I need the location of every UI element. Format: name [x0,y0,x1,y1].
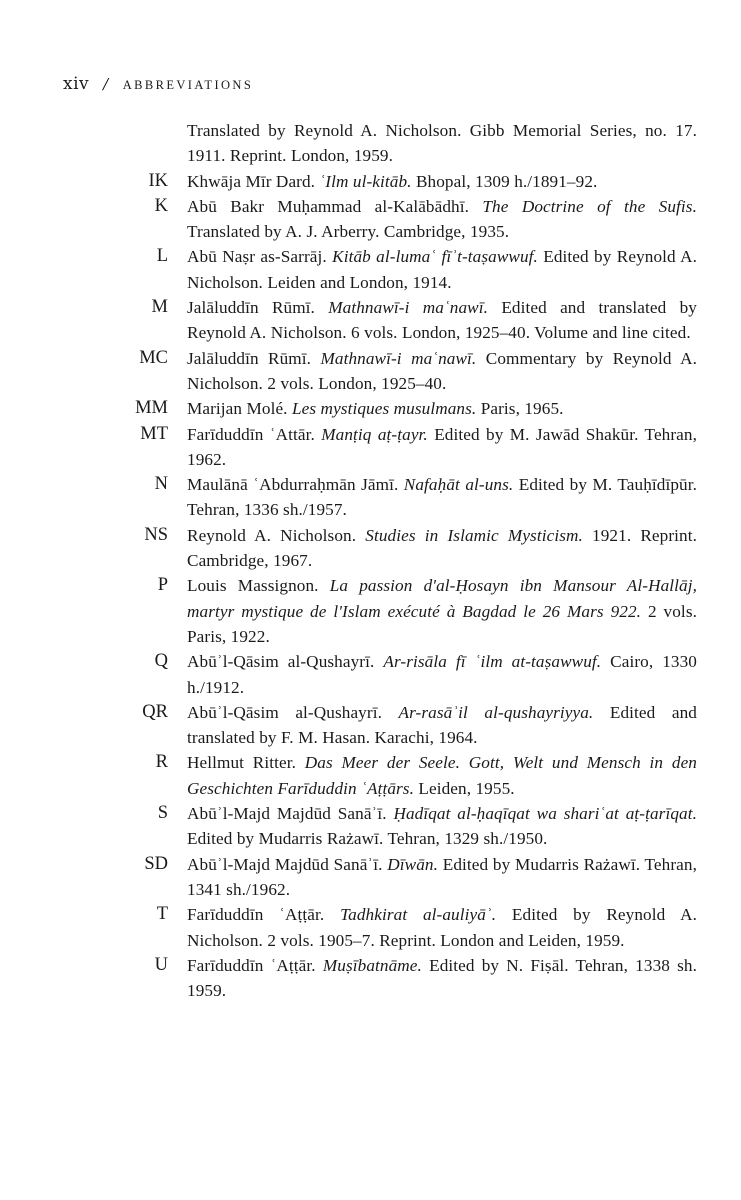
abbreviation-key: Q [154,651,168,672]
work-title: Ḥadīqat al-ḥaqīqat wa shariʿat aṭ-ṭarīqat. [393,804,697,824]
abbreviation-entry [0,750,741,801]
abbreviation-entry [0,523,741,574]
abbreviation-description [187,118,697,169]
abbreviation-description [187,750,697,801]
abbreviation-entry [0,169,741,194]
abbreviation-key: SD [144,853,168,874]
citation-text: Translated by A. J. Arberry. Cambridge, 1935. [187,222,510,242]
work-title: The Doctrine of the Sufis. [482,196,697,216]
citation-text: Edited by Reynold A. Nicholson. 2 vols. 1905–7. Reprint. London and Leiden, 1959. [187,905,698,950]
abbreviation-description [187,396,697,421]
citation-text: Edited by M. Jawād Shakūr. Tehran, 1962. [187,424,698,469]
citation-text: Cairo, 1330 h./1912. [187,652,697,697]
citation-text: 1921. Reprint. Cambridge, 1967. [187,525,698,571]
citation-text: Abūʾl-Majd Majdūd Sanāʾī. [187,854,388,874]
abbreviation-description [187,169,697,194]
abbreviation-key: M [151,297,168,318]
abbreviation-description [187,295,697,346]
work-title: La passion d'al-Ḥosayn ibn Mansour Al-Hallāj, martyr mystique de l'Islam exécuté à Bagdad le 26 Mars 922. [187,576,697,621]
abbreviation-key: N [154,474,168,495]
citation-text: Edited by Reynold A. Nicholson. Leiden and London, 1914. [187,247,698,292]
abbreviation-entry [0,422,741,473]
work-title: Das Meer der Seele. Gott, Welt und Mensch in den Geschichten Farīduddin ʿAṭṭārs. [187,753,697,798]
running-head [63,74,253,94]
citation-text: Reynold A. Nicholson. [187,525,366,545]
citation-text: Louis Massignon. [187,576,330,596]
work-title: Studies in Islamic Mysticism. [365,525,583,545]
abbreviation-key: NS [144,524,168,545]
citation-text: Edited by Mudarris Rażawī. Tehran, 1329 sh./1950. [187,829,548,849]
citation-text: Abūʾl-Qāsim al-Qushayrī. [187,702,399,722]
abbreviation-description [187,472,697,523]
abbreviation-entry [0,396,741,421]
work-title: ʿIlm ul-kitāb. [319,171,412,191]
abbreviation-key: IK [148,170,168,191]
abbreviation-entry [0,649,741,700]
citation-text: Bhopal, 1309 h./1891–92. [411,171,598,191]
abbreviation-entry [0,118,741,169]
abbreviation-key: L [156,246,168,267]
citation-text: Edited by Mudarris Rażawī. Tehran, 1341 sh./1962. [187,854,697,899]
abbreviation-key: S [157,803,168,824]
work-title: Mathnawī-i maʿnawī. [328,298,489,318]
abbreviation-entry [0,346,741,397]
abbreviation-key: P [157,575,168,596]
abbreviation-key: R [155,752,168,773]
section-title: ABBREVIATIONS [122,78,254,92]
citation-text: Khwāja Mīr Dard. [187,171,320,191]
abbreviation-description [187,573,697,649]
work-title: Kitāb al-lumaʿ fīʾt-taṣawwuf. [332,247,538,267]
citation-text: Jalāluddīn Rūmī. [187,348,321,368]
abbreviation-entry [0,902,741,953]
citation-text: Leiden, 1955. [413,778,515,798]
work-title: Muṣībatnāme. [322,955,422,975]
citation-text: Edited by N. Fiṣāl. Tehran, 1338 sh. 1959. [187,955,698,1001]
abbreviation-description [187,523,697,574]
abbreviation-key: K [154,195,168,216]
abbreviation-entry [0,953,741,1004]
abbreviation-description [187,902,697,953]
work-title: Manṭiq aṭ-ṭayr. [321,424,428,444]
abbreviation-entry [0,573,741,649]
work-title: Nafaḥāt al-uns. [403,475,514,495]
citation-text: Farīduddīn ʿAṭṭār. [187,905,341,925]
citation-text: Edited by M. Tauḥīdīpūr. Tehran, 1336 sh./1957. [187,475,697,520]
abbreviation-description [187,953,697,1004]
citation-text: Abūʾl-Majd Majdūd Sanāʾī. [187,804,394,824]
citation-text: Farīduddīn ʿAttār. [187,424,322,444]
abbreviation-description [187,422,697,473]
citation-text: Abū Naṣr as-Sarrāj. [187,247,333,267]
page-number: xiv [63,74,90,94]
abbreviation-key: U [154,954,168,975]
citation-text: Edited and translated by Reynold A. Nicholson. 6 vols. London, 1925–40. Volume and line cited. [187,298,697,343]
abbreviation-description [187,649,697,700]
abbreviation-description [187,852,697,903]
abbreviation-description [187,700,697,751]
citation-text: Commentary by Reynold A. Nicholson. 2 vols. London, 1925–40. [187,348,697,393]
citation-text: Farīduddīn ʿAṭṭār. [187,955,323,975]
work-title: Les mystiques musulmans. [291,399,477,419]
citation-text: Jalāluddīn Rūmī. [187,298,329,318]
abbreviation-entry [0,700,741,751]
abbreviation-entry [0,472,741,523]
abbreviation-description [187,801,697,852]
abbreviation-entry [0,194,741,245]
citation-text: 2 vols. Paris, 1922. [187,601,697,646]
work-title: Mathnawī-i maʿnawī. [320,348,477,368]
citation-text: Paris, 1965. [476,399,564,419]
abbreviation-list [0,118,741,1003]
abbreviation-key: MT [140,423,168,444]
abbreviation-entry [0,244,741,295]
work-title: Dīwān. [387,854,439,874]
abbreviation-key: MM [135,398,168,419]
citation-text: Abūʾl-Qāsim al-Qushayrī. [187,652,384,672]
abbreviation-key: T [156,904,168,925]
abbreviation-key: MC [139,347,168,368]
work-title: Ar-rasāʾil al-qushayriyya. [398,702,594,722]
running-head-separator: / [103,75,109,93]
abbreviation-entry [0,295,741,346]
citation-text: Marijan Molé. [187,399,292,419]
work-title: Tadhkirat al-auliyāʾ. [340,905,497,925]
citation-text: Abū Bakr Muḥammad al-Kalābādhī. [187,196,483,216]
abbreviation-entry [0,801,741,852]
work-title: Ar-risāla fī ʿilm at-taṣawwuf. [383,652,602,672]
abbreviation-key: QR [142,701,168,722]
citation-text: Edited and translated by F. M. Hasan. Karachi, 1964. [187,702,697,748]
abbreviation-description [187,244,697,295]
citation-text: Translated by Reynold A. Nicholson. Gibb Memorial Series, no. 17. 1911. Reprint. London, 1959. [187,121,697,166]
abbreviation-description [187,194,697,245]
citation-text: Hellmut Ritter. [187,753,305,773]
abbreviation-description [187,346,697,397]
abbreviation-entry [0,852,741,903]
citation-text: Maulānā ʿAbdurraḥmān Jāmī. [187,475,404,495]
